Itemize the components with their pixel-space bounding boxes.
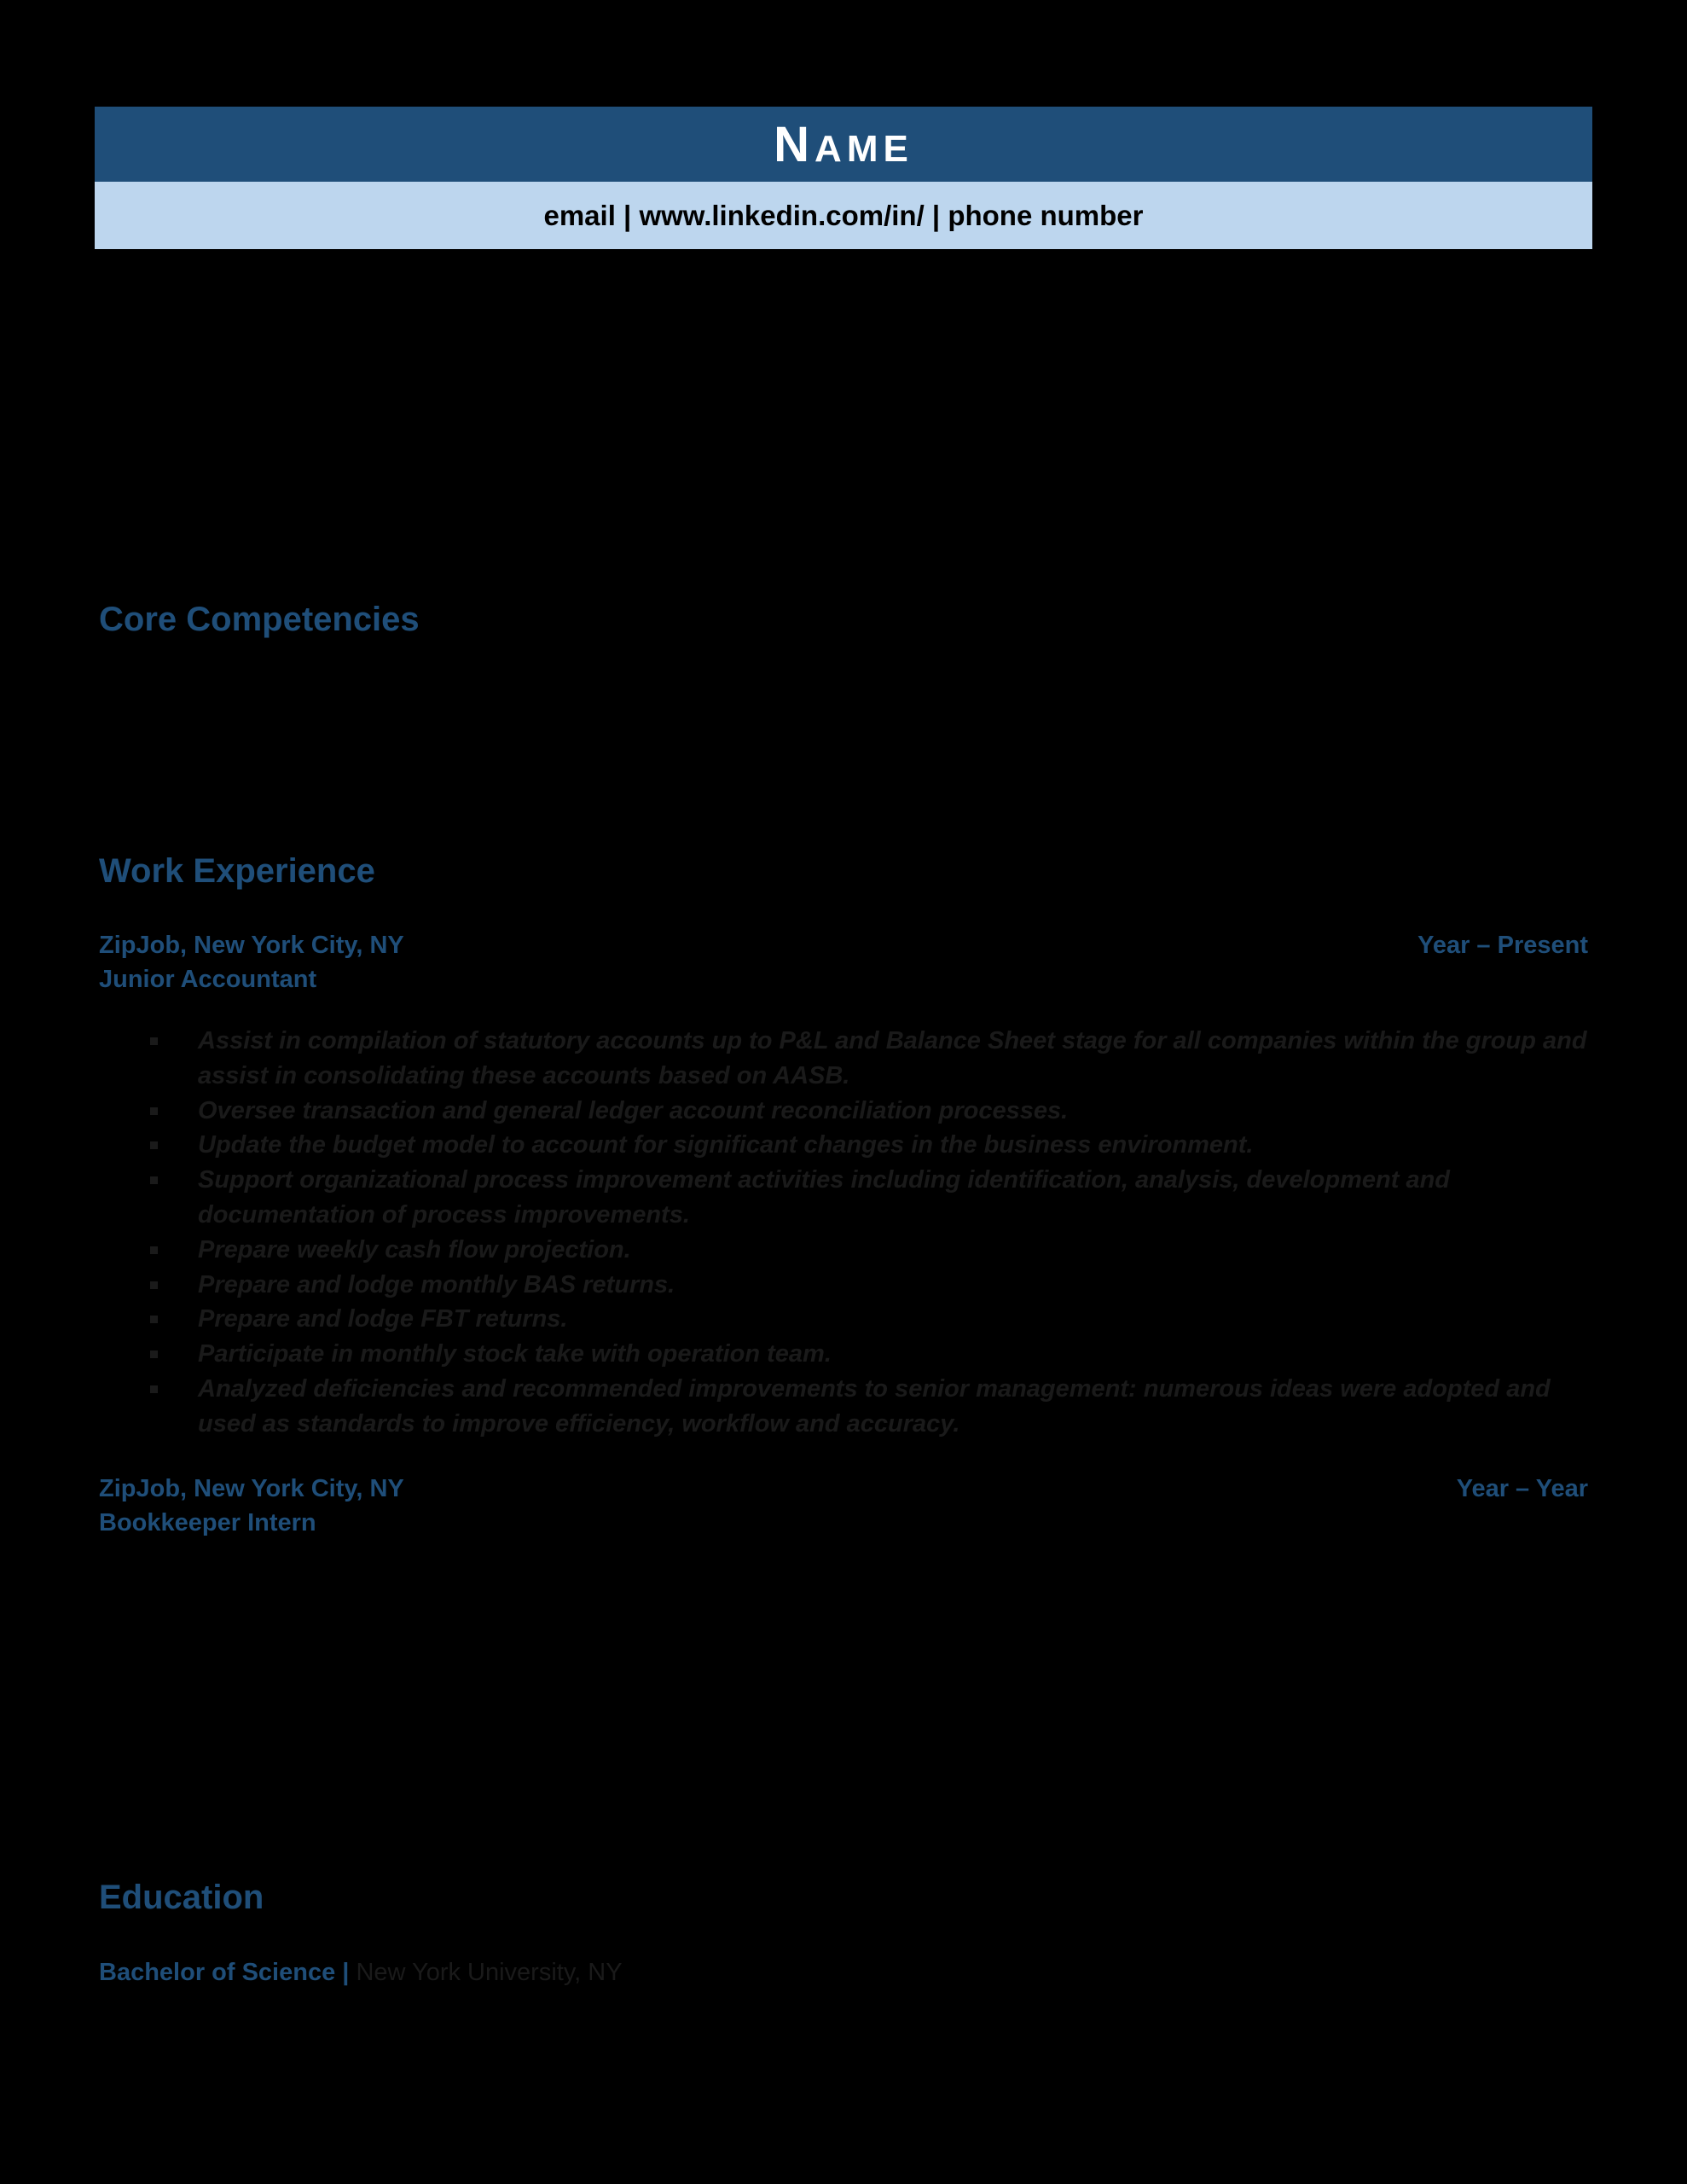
job-1-bullets xyxy=(145,1024,1591,1442)
job-1-title: Junior Accountant xyxy=(99,966,317,993)
education-heading: Education xyxy=(99,1879,264,1916)
degree: Bachelor of Science xyxy=(99,1959,336,1986)
core-competencies-heading: Core Competencies xyxy=(99,601,420,638)
job-1-bullet: Prepare weekly cash flow projection. xyxy=(145,1233,1591,1268)
job-1-bullet: Participate in monthly stock take with operation team. xyxy=(145,1337,1591,1372)
job-1-company: ZipJob, New York City, NY xyxy=(99,932,404,959)
job-1-bullet: Assist in compilation of statutory accounts up to P&L and Balance Sheet stage for all companies within the group and assist in consolidating these accounts based on AASB. xyxy=(145,1024,1591,1094)
contact-line: email | www.linkedin.com/in/ | phone number xyxy=(543,199,1144,231)
job-1-dates: Year – Present xyxy=(1417,932,1588,959)
job-1-bullet: Prepare and lodge FBT returns. xyxy=(145,1302,1591,1337)
job-1-bullet: Oversee transaction and general ledger account reconciliation processes. xyxy=(145,1094,1591,1129)
contact-banner xyxy=(95,182,1592,249)
education-separator: | xyxy=(342,1959,350,1986)
education-entry xyxy=(99,1959,623,1987)
work-experience-heading: Work Experience xyxy=(99,852,375,890)
job-2-header xyxy=(99,1475,1588,1503)
job-2-dates: Year – Year xyxy=(1456,1475,1588,1502)
job-1-header xyxy=(99,932,1588,960)
candidate-name-initial: N xyxy=(774,116,815,172)
job-2-company: ZipJob, New York City, NY xyxy=(99,1475,404,1502)
name-banner xyxy=(95,107,1592,182)
job-1-bullet: Support organizational process improvement activities including identification, analysis, development and documentation of process improvements. xyxy=(145,1163,1591,1233)
job-1-bullet: Update the budget model to account for significant changes in the business environment. xyxy=(145,1128,1591,1163)
school: New York University, NY xyxy=(356,1959,623,1986)
job-2-title: Bookkeeper Intern xyxy=(99,1509,316,1536)
candidate-name-rest: AME xyxy=(815,127,913,170)
candidate-name xyxy=(774,116,913,173)
job-1-bullet: Prepare and lodge monthly BAS returns. xyxy=(145,1268,1591,1303)
job-1-bullet: Analyzed deficiencies and recommended improvements to senior management: numerous ideas were adopted and used as standards to improve efficiency, workflow and accuracy. xyxy=(145,1372,1591,1442)
